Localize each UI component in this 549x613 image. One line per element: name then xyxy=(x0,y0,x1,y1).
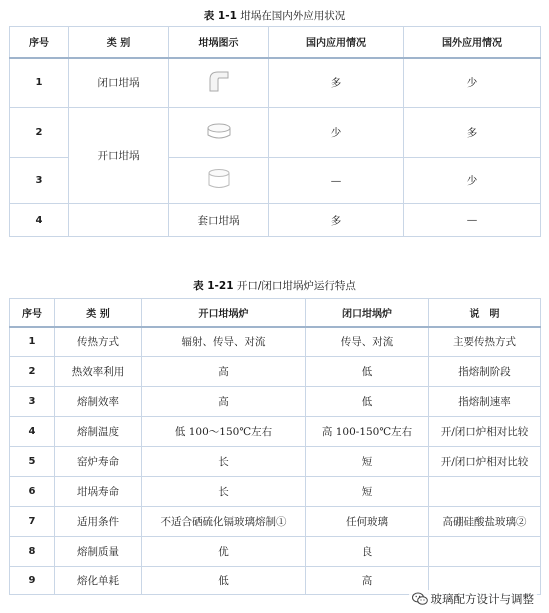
domestic-usage-cell: 少 xyxy=(269,108,404,158)
row-number: 2 xyxy=(10,108,69,158)
row-number: 2 xyxy=(10,357,55,387)
tall-open-crucible-icon xyxy=(204,167,234,191)
header-cell: 坩埚图示 xyxy=(169,27,269,58)
closed-furnace-cell: 传导、对流 xyxy=(306,327,429,357)
table2-caption-text: 开口/闭口坩埚炉运行特点 xyxy=(236,280,356,292)
header-cell: 类 别 xyxy=(69,27,169,58)
row-number: 9 xyxy=(10,567,55,595)
table-row xyxy=(10,108,541,158)
open-furnace-cell: 长 xyxy=(142,447,306,477)
crucible-image-cell: 套口坩埚 xyxy=(169,204,269,237)
table-row xyxy=(10,507,541,537)
foreign-usage-cell: 少 xyxy=(404,58,541,108)
closed-furnace-cell: 高 xyxy=(306,567,429,595)
category-cell: 适用条件 xyxy=(55,507,142,537)
note-cell xyxy=(429,477,541,507)
foreign-usage-cell: 多 xyxy=(404,108,541,158)
table-row xyxy=(10,58,541,108)
row-number: 4 xyxy=(10,417,55,447)
category-cell: 窑炉寿命 xyxy=(55,447,142,477)
wechat-logo-icon xyxy=(412,592,428,606)
note-cell: 指熔制速率 xyxy=(429,387,541,417)
row-number: 3 xyxy=(10,387,55,417)
note-cell: 主要传热方式 xyxy=(429,327,541,357)
category-cell: 热效率利用 xyxy=(55,357,142,387)
table-row xyxy=(10,387,541,417)
open-furnace-cell: 优 xyxy=(142,537,306,567)
note-cell: 高硼硅酸盐玻璃② xyxy=(429,507,541,537)
table1-caption-number: 表 1-1 xyxy=(203,10,237,22)
table-row xyxy=(10,477,541,507)
table-row xyxy=(10,537,541,567)
row-number: 1 xyxy=(10,327,55,357)
row-number: 8 xyxy=(10,537,55,567)
domestic-usage-cell: 多 xyxy=(269,204,404,237)
header-cell: 国内应用情况 xyxy=(269,27,404,58)
row-number: 1 xyxy=(10,58,69,108)
row-number: 6 xyxy=(10,477,55,507)
closed-furnace-cell: 高 100-150℃左右 xyxy=(306,417,429,447)
table-header-row xyxy=(10,27,541,58)
category-cell: 闭口坩埚 xyxy=(69,58,169,108)
closed-furnace-cell: 任何玻璃 xyxy=(306,507,429,537)
open-furnace-cell: 辐射、传导、对流 xyxy=(142,327,306,357)
closed-furnace-cell: 低 xyxy=(306,357,429,387)
open-furnace-cell: 低 xyxy=(142,567,306,595)
category-cell: 开口坩埚 xyxy=(69,108,169,204)
foreign-usage-cell: 少 xyxy=(404,158,541,204)
category-cell: 熔制效率 xyxy=(55,387,142,417)
table-row xyxy=(10,417,541,447)
header-cell: 序号 xyxy=(10,299,55,327)
header-cell: 说 明 xyxy=(429,299,541,327)
table-header-row xyxy=(10,299,541,327)
table1-caption-text: 坩埚在国内外应用状况 xyxy=(240,10,346,22)
category-cell: 传热方式 xyxy=(55,327,142,357)
open-furnace-cell: 高 xyxy=(142,387,306,417)
header-cell: 闭口坩埚炉 xyxy=(306,299,429,327)
open-furnace-cell: 长 xyxy=(142,477,306,507)
crucible-image-cell xyxy=(169,158,269,204)
open-furnace-cell: 低 100～150℃左右 xyxy=(142,417,306,447)
crucible-image-cell xyxy=(169,108,269,158)
open-crucible-icon xyxy=(204,120,234,142)
crucible-usage-table xyxy=(9,26,541,237)
note-cell: 指熔制阶段 xyxy=(429,357,541,387)
row-number: 7 xyxy=(10,507,55,537)
domestic-usage-cell: 多 xyxy=(269,58,404,108)
table1-caption xyxy=(0,8,549,23)
table-row xyxy=(10,204,541,237)
note-cell: 开/闭口炉相对比较 xyxy=(429,417,541,447)
row-number: 3 xyxy=(10,158,69,204)
header-cell: 序号 xyxy=(10,27,69,58)
table-row xyxy=(10,327,541,357)
closed-furnace-cell: 短 xyxy=(306,477,429,507)
open-furnace-cell: 高 xyxy=(142,357,306,387)
row-number: 4 xyxy=(10,204,69,237)
category-cell xyxy=(69,204,169,237)
domestic-usage-cell: — xyxy=(269,158,404,204)
header-cell: 国外应用情况 xyxy=(404,27,541,58)
note-cell xyxy=(429,537,541,567)
crucible-image-cell xyxy=(169,58,269,108)
table-row xyxy=(10,447,541,477)
row-number: 5 xyxy=(10,447,55,477)
table2-caption xyxy=(0,278,549,293)
watermark-text: 玻璃配方设计与调整 xyxy=(430,592,534,606)
header-cell: 开口坩埚炉 xyxy=(142,299,306,327)
closed-furnace-cell: 良 xyxy=(306,537,429,567)
closed-furnace-cell: 低 xyxy=(306,387,429,417)
open-furnace-cell: 不适合硒硫化镉玻璃熔制① xyxy=(142,507,306,537)
header-cell: 类 别 xyxy=(55,299,142,327)
category-cell: 坩埚寿命 xyxy=(55,477,142,507)
table2-caption-number: 表 1-21 xyxy=(193,280,234,292)
foreign-usage-cell: — xyxy=(404,204,541,237)
category-cell: 熔制质量 xyxy=(55,537,142,567)
closed-crucible-icon xyxy=(206,69,232,93)
watermark xyxy=(409,590,538,608)
category-cell: 熔化单耗 xyxy=(55,567,142,595)
note-cell: 开/闭口炉相对比较 xyxy=(429,447,541,477)
table-row xyxy=(10,357,541,387)
category-cell: 熔制温度 xyxy=(55,417,142,447)
closed-furnace-cell: 短 xyxy=(306,447,429,477)
furnace-characteristics-table xyxy=(9,298,541,595)
